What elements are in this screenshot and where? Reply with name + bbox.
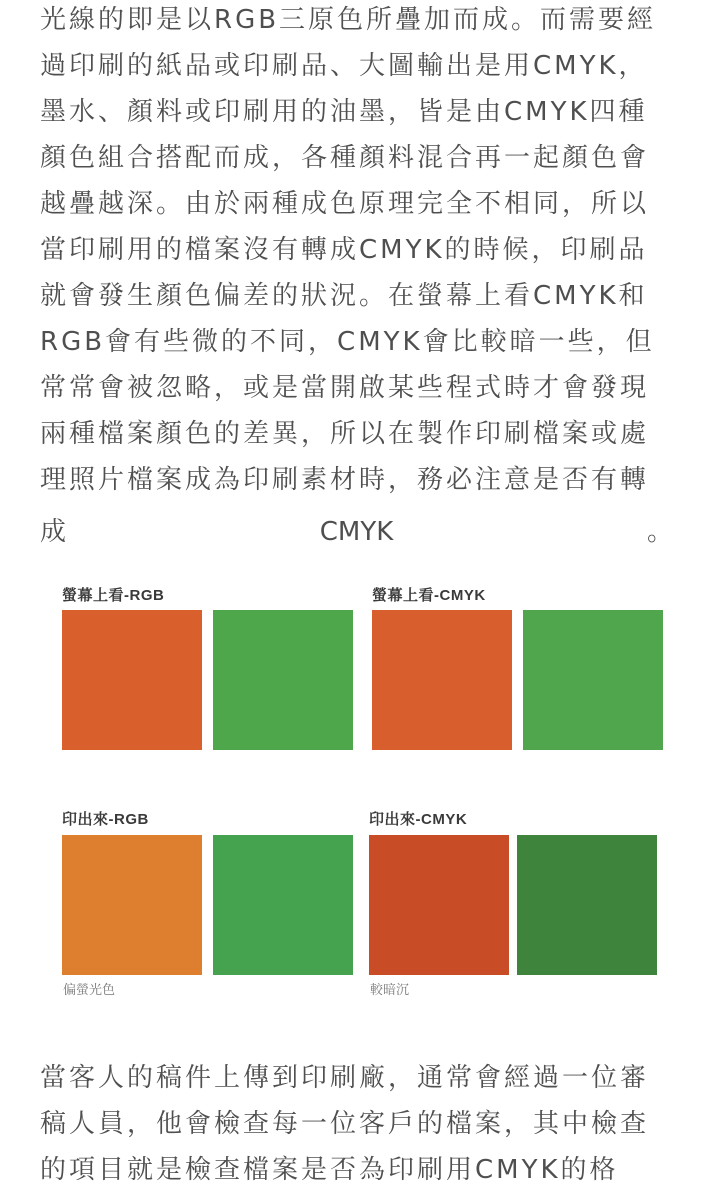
paragraph-line: 理照片檔案成為印刷素材時，務必注意是否有轉 — [40, 465, 650, 495]
note-darker: 較暗沉 — [370, 982, 410, 997]
paragraph-line: 常常會被忽略，或是當開啟某些程式時才會發現 — [40, 373, 650, 403]
paragraph-line: 墨水、顏料或印刷用的油墨，皆是由CMYK四種 — [40, 97, 648, 127]
note-fluorescent: 偏螢光色 — [63, 982, 116, 997]
swatch-screen-cmyk-green — [523, 610, 663, 750]
caption-screen-rgb: 螢幕上看-RGB — [62, 587, 165, 604]
rgb-cmyk-comparison-figure — [0, 570, 713, 1010]
paragraph-last-line — [40, 512, 673, 552]
swatch-print-rgb-green — [213, 835, 353, 975]
paragraph-line: 就會發生顏色偏差的狀況。在螢幕上看CMYK和 — [40, 281, 648, 311]
paragraph-line: 過印刷的紙品或印刷品、大圖輸出是用CMYK， — [40, 51, 648, 81]
swatch-print-cmyk-orange — [369, 835, 509, 975]
last-line-end: 。 — [646, 517, 673, 547]
paragraph-line: 顏色組合搭配而成，各種顏料混合再一起顏色會 — [40, 143, 650, 173]
last-line-middle: CMYK — [319, 517, 394, 547]
swatch-screen-rgb-orange — [62, 610, 202, 750]
last-line-start: 成 — [40, 517, 67, 547]
caption-print-cmyk: 印出來-CMYK — [369, 811, 468, 828]
caption-screen-cmyk: 螢幕上看-CMYK — [372, 587, 486, 604]
paragraph-line: RGB會有些微的不同，CMYK會比較暗一些，但 — [40, 327, 655, 357]
paragraph-line: 兩種檔案顏色的差異，所以在製作印刷檔案或處 — [40, 419, 650, 449]
paragraph-line: 當印刷用的檔案沒有轉成CMYK的時候，印刷品 — [40, 235, 648, 265]
caption-print-rgb: 印出來-RGB — [62, 811, 149, 828]
swatch-screen-cmyk-orange — [372, 610, 512, 750]
swatch-screen-rgb-green — [213, 610, 353, 750]
paragraph-line: 的項目就是檢查檔案是否為印刷用CMYK的格 — [40, 1155, 619, 1185]
paragraph-line: 稿人員，他會檢查每一位客戶的檔案，其中檢查 — [40, 1109, 650, 1139]
paragraph-line: 光線的即是以RGB三原色所疊加而成。而需要經 — [40, 5, 657, 35]
paragraph-line: 當客人的稿件上傳到印刷廠，通常會經過一位審 — [40, 1063, 650, 1093]
swatch-print-rgb-orange — [62, 835, 202, 975]
paragraph-line: 越疊越深。由於兩種成色原理完全不相同，所以 — [40, 189, 650, 219]
swatch-print-cmyk-green — [517, 835, 657, 975]
